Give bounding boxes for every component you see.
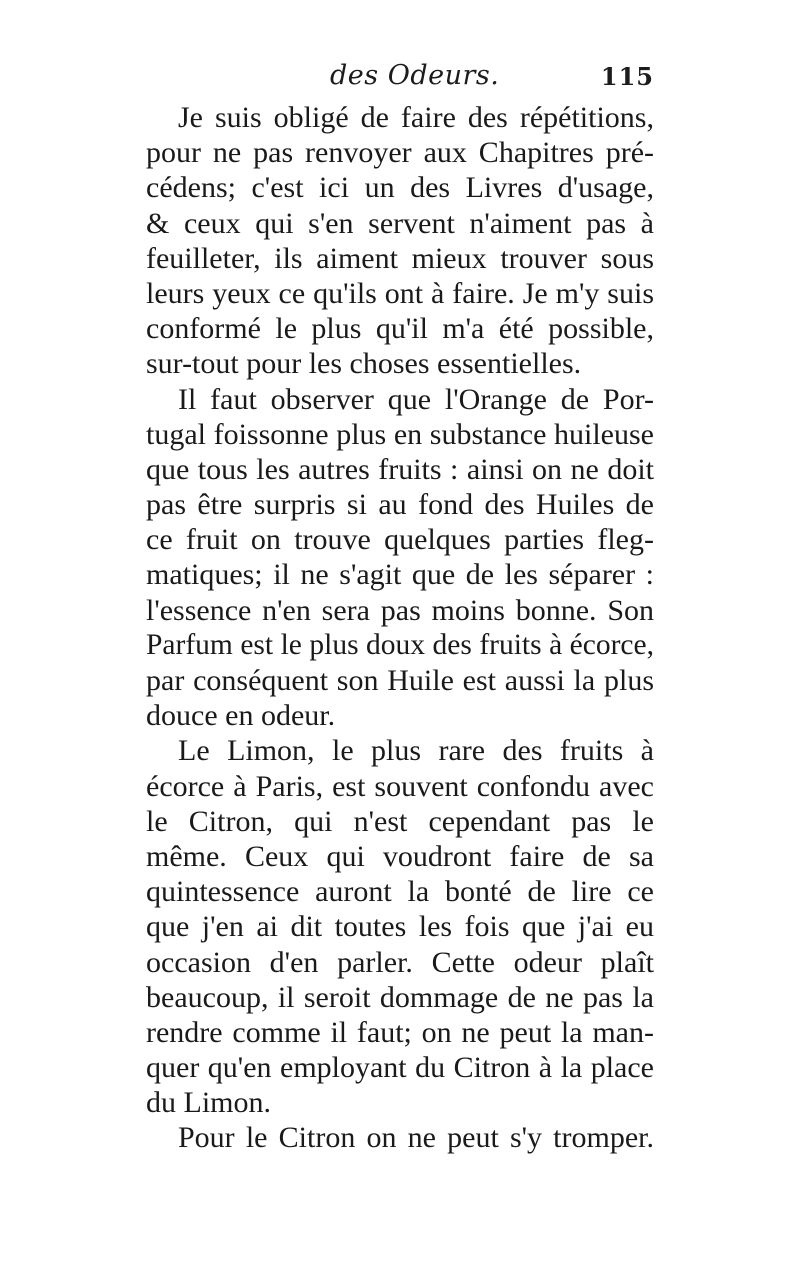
text-line: par conséquent son Huile est aussi la plus xyxy=(146,664,654,697)
text-line: occasion d'en parler. Cette odeur plaît xyxy=(146,945,654,979)
body-text xyxy=(146,100,654,1156)
text-line: & ceux qui s'en servent n'aiment pas à xyxy=(146,206,654,240)
text-line: feuilleter, ils aiment mieux trouver sous xyxy=(146,241,654,275)
text-line: tugal foissonne plus en substance huileuse xyxy=(146,417,654,451)
text-line: pour ne pas renvoyer aux Chapitres pré- xyxy=(146,136,654,170)
running-title: des Odeurs. xyxy=(330,60,500,91)
text-line: Parfum est le plus doux des fruits à écorce, xyxy=(146,628,654,661)
text-line: écorce à Paris, est souvent confondu avec xyxy=(146,769,654,803)
text-line: Il faut observer que l'Orange de Por- xyxy=(178,382,654,416)
text-line: que tous les autres fruits : ainsi on ne doit xyxy=(146,452,654,486)
text-line: matiques; il ne s'agit que de les séparer : xyxy=(146,558,654,592)
text-line: cédens; c'est ici un des Livres d'usage, xyxy=(146,171,654,205)
text-line: quer qu'en employant du Citron à la place xyxy=(146,1051,654,1085)
text-line: quintessence auront la bonté de lire ce xyxy=(146,875,654,909)
text-line: Le Limon, le plus rare des fruits à xyxy=(178,734,654,768)
text-line: leurs yeux ce qu'ils ont à faire. Je m'y suis xyxy=(146,276,654,310)
paragraph-citron xyxy=(146,1120,654,1155)
paragraph-limon xyxy=(146,733,654,1120)
text-line: que j'en ai dit toutes les fois que j'ai eu xyxy=(146,910,654,944)
text-line: Pour le Citron on ne peut s'y tromper. xyxy=(178,1121,654,1155)
page-number: 115 xyxy=(600,62,654,91)
text-line: rendre comme il faut; on ne peut la man- xyxy=(146,1015,654,1049)
text-line: sur-tout pour les choses essentielles. xyxy=(146,347,582,381)
running-head xyxy=(140,58,660,98)
text-line: du Limon. xyxy=(146,1086,271,1120)
text-line: même. Ceux qui voudront faire de sa xyxy=(146,839,654,873)
text-line: douce en odeur. xyxy=(146,699,336,733)
text-line: conformé le plus qu'il m'a été possible, xyxy=(146,312,654,346)
paragraph-orange xyxy=(146,382,654,734)
text-line: beaucoup, il seroit dommage de ne pas la xyxy=(146,980,654,1014)
text-line: le Citron, qui n'est cependant pas le xyxy=(146,804,654,838)
text-line: Je suis obligé de faire des répétitions, xyxy=(178,101,654,134)
text-line: ce fruit on trouve quelques parties fleg- xyxy=(146,523,654,557)
text-line: pas être surpris si au fond des Huiles de xyxy=(146,488,654,522)
paragraph-repetitions xyxy=(146,100,654,382)
text-line: l'essence n'en sera pas moins bonne. Son xyxy=(146,593,654,627)
